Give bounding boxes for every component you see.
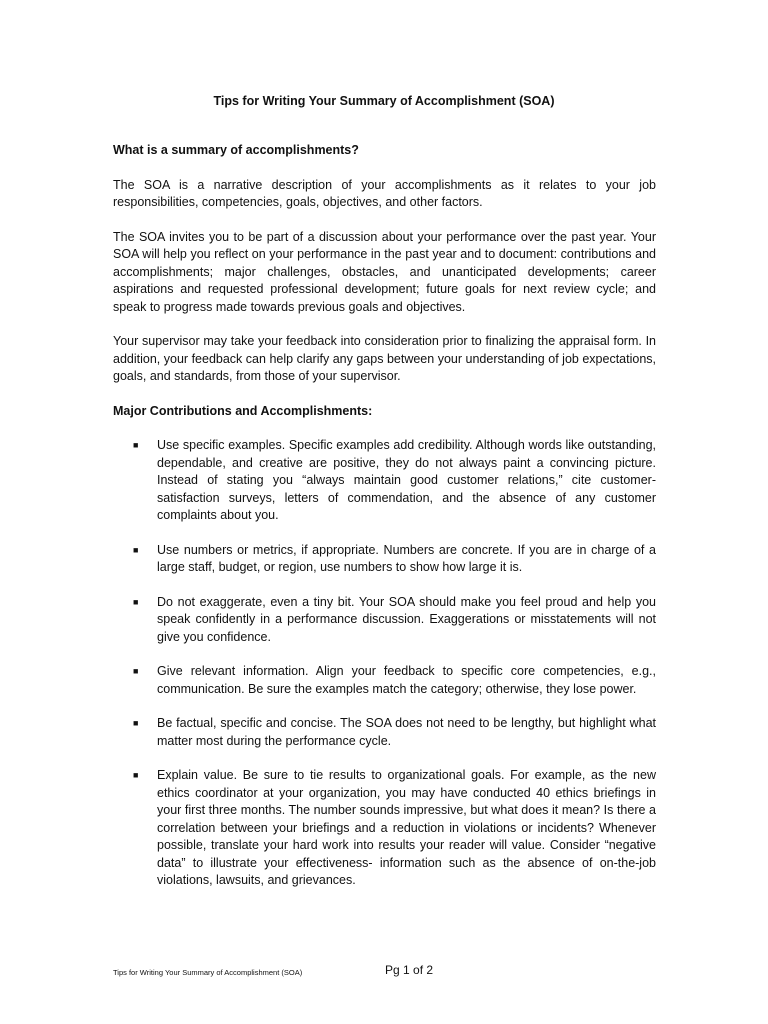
page-number: Pg 1 of 2 <box>385 963 434 977</box>
square-bullet-icon: ■ <box>133 440 139 450</box>
bullet-text: Give relevant information. Align your feedback to specific core competencies, e.g., communication. Be sure the examples match the category; otherwise, they lose power. <box>157 664 656 696</box>
bullet-text: Do not exaggerate, even a tiny bit. Your SOA should make you feel proud and help you speak confidently in a performance discussion. Exaggerations or misstatements will not give you confidence. <box>157 594 656 644</box>
bullet-text: Be factual, specific and concise. The SOA does not need to be lengthy, but highlight what matter most during the performance cycle. <box>157 716 656 748</box>
list-item <box>113 594 656 647</box>
document-body <box>113 142 656 907</box>
bullet-text: Use numbers or metrics, if appropriate. Numbers are concrete. If you are in charge of a large staff, budget, or region, use numbers to show how large it is. <box>157 542 656 574</box>
footer-document-title: Tips for Writing Your Summary of Accomplishment (SOA) <box>113 968 303 977</box>
paragraph-soa-definition: The SOA is a narrative description of your accomplishments as it relates to your job responsibilities, competencies, goals, objectives, and other factors. <box>113 177 656 209</box>
square-bullet-icon: ■ <box>133 596 139 607</box>
square-bullet-icon: ■ <box>133 770 139 780</box>
section-heading-major-contributions: Major Contributions and Accomplishments: <box>113 403 373 418</box>
document-title: Tips for Writing Your Summary of Accomplishment (SOA) <box>213 94 555 108</box>
square-bullet-icon: ■ <box>133 666 139 676</box>
page-footer <box>113 963 656 983</box>
square-bullet-icon: ■ <box>133 544 139 555</box>
list-item <box>113 663 656 698</box>
list-item <box>113 542 656 577</box>
list-item <box>113 715 656 750</box>
bullet-text: Explain value. Be sure to tie results to organizational goals. For example, as the new ethics coordinator at your organization, you may have conducted 40 ethics briefings in your first three months. The number sounds impressive, but what does it mean? Is there a correlation between your briefings and a reduction in violations or incidents? Whenever possible, translate your hard work into results your reader will value. Consider “negative data” to illustrate your effectiveness- information such as the absence of on-the-job violations, lawsuits, and grievances. <box>157 768 656 887</box>
paragraph-supervisor-feedback: Your supervisor may take your feedback into consideration prior to finalizing the appraisal form. In addition, your feedback can help clarify any gaps between your understanding of job expectations, goals, and standards, from those of your supervisor. <box>113 334 656 383</box>
square-bullet-icon: ■ <box>133 718 139 728</box>
tips-bullet-list <box>113 437 656 890</box>
paragraph-soa-invites: The SOA invites you to be part of a discussion about your performance over the past year. Your SOA will help you reflect on your performance in the past year and to document: contributions and accomplishments; major challenges, obstacles, and unanticipated developments; career aspirations and requested professional development; future goals for next review cycle; and speak to progress made towards previous goals and objectives. <box>113 229 656 314</box>
bullet-text: Use specific examples. Specific examples add credibility. Although words like outstanding, dependable, and creative are positive, they do not always paint a convincing picture. Instead of stating you “always maintain good customer relations,” cite customer-satisfaction surveys, letters of commendation, and the absence of any customer complaints about you. <box>157 438 656 522</box>
section-heading-what-is-soa: What is a summary of accomplishments? <box>113 143 359 157</box>
list-item <box>113 437 656 525</box>
list-item <box>113 767 656 890</box>
